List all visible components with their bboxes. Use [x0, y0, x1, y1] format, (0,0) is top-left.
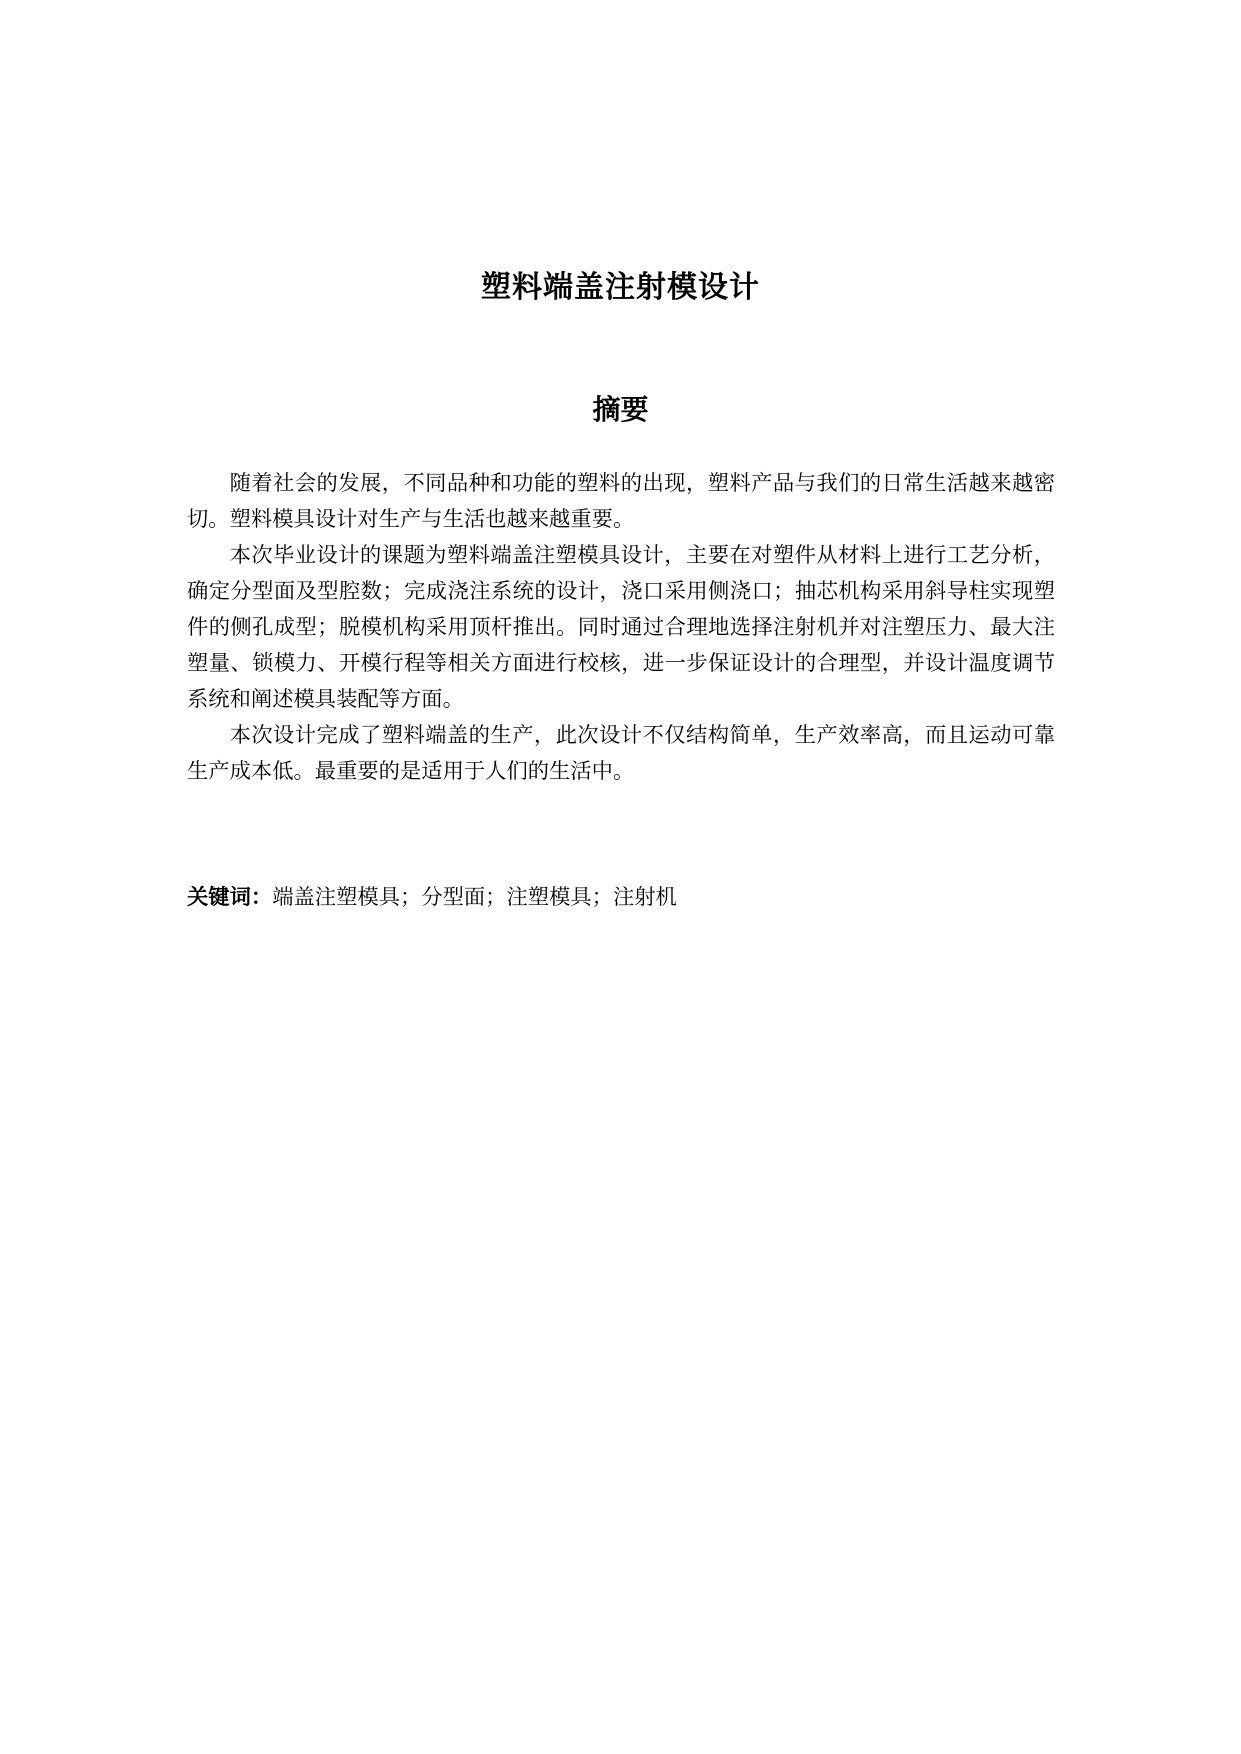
keywords-line [187, 880, 1055, 916]
abstract-paragraph-3: 本次设计完成了塑料端盖的生产，此次设计不仅结构简单，生产效率高，而且运动可靠生产成本低。最重要的是适用于人们的生活中。 [187, 723, 1055, 784]
abstract-paragraph-1: 随着社会的发展，不同品种和功能的塑料的出现，塑料产品与我们的日常生活越来越密切。塑料模具设计对生产与生活也越来越重要。 [187, 471, 1055, 532]
keywords-label: 关键词： [187, 885, 273, 910]
abstract-heading: 摘要 [592, 393, 649, 426]
document-title: 塑料端盖注射模设计 [481, 270, 760, 305]
abstract-body [187, 466, 1055, 790]
abstract-paragraph-2: 本次毕业设计的课题为塑料端盖注塑模具设计，主要在对塑件从材料上进行工艺分析，确定分型面及型腔数；完成浇注系统的设计，浇口采用侧浇口；抽芯机构采用斜导柱实现塑件的侧孔成型；脱模机构采用顶杆推出。同时通过合理地选择注射机并对注塑压力、最大注塑量、锁模力、开模行程等相关方面进行校核，进一步保证设计的合理型，并设计温度调节系统和阐述模具装配等方面。 [187, 543, 1055, 712]
keywords-text: 端盖注塑模具；分型面；注塑模具；注射机 [272, 885, 677, 910]
